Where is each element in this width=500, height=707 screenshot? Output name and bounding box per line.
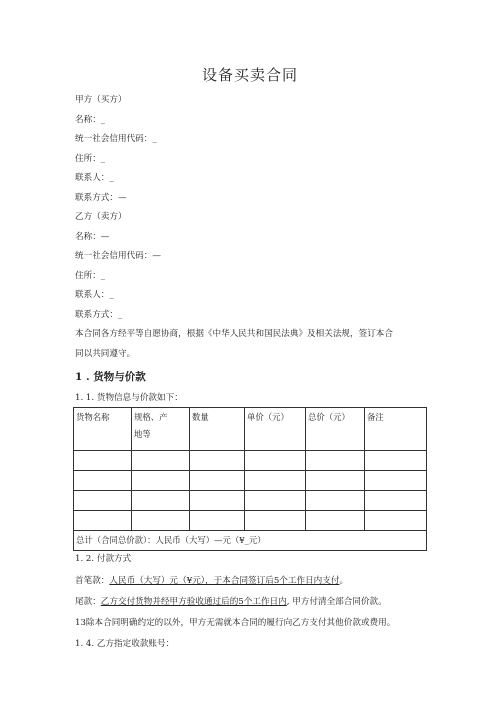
section-1-4-label: 1. 4. 乙方指定收款账号： <box>75 639 175 649</box>
party-b-contact: 联系人：_ <box>75 290 114 300</box>
intro-line-1: 本合同各方经平等自愿协商，根据《中华人民共和国民法典》及相关法规，签订本合 <box>75 329 393 339</box>
final-payment-prefix: 尾款： <box>75 597 101 607</box>
table-cell <box>245 471 306 491</box>
party-b-phone: 联系方式：_ <box>75 310 123 320</box>
final-payment-terms: 乙方交付货物并经甲方验收通过后的5个工作日内 <box>100 597 287 607</box>
party-b-heading: 乙方（卖方） <box>75 212 127 222</box>
party-a-credit-code: 统一社会信用代码：_ <box>75 134 157 144</box>
table-cell <box>132 471 190 491</box>
table-header-cell: 总价（元） <box>306 408 365 451</box>
table-cell <box>365 451 427 471</box>
table-cell <box>74 451 132 471</box>
table-header-cell: 规格、产 地等 <box>132 408 190 451</box>
table-cell <box>245 451 306 471</box>
table-total-cell: 总计（合同总价款）：人民币（大写）—元（¥_元） <box>74 531 427 551</box>
document-title: 设备买卖合同 <box>201 66 298 84</box>
table-cell <box>74 491 132 511</box>
table-cell <box>74 511 132 531</box>
first-payment-terms: 人民币（大写）元（¥元），于本合同签订后5个工作日内支付 <box>109 576 340 586</box>
table-cell <box>132 491 190 511</box>
table-cell <box>190 491 245 511</box>
section-1-1-label: 1. 1. 货物信息与价款如下： <box>75 393 183 403</box>
table-cell <box>190 451 245 471</box>
party-a-phone: 联系方式：— <box>75 193 127 203</box>
party-a-heading: 甲方（买方） <box>75 95 127 105</box>
table-cell <box>245 491 306 511</box>
table-cell <box>190 471 245 491</box>
party-b-credit-code: 统一社会信用代码：— <box>75 251 161 261</box>
table-cell <box>132 451 190 471</box>
table-cell <box>365 511 427 531</box>
table-header-cell: 数量 <box>190 408 245 451</box>
table-cell <box>306 471 365 491</box>
table-row <box>74 471 427 491</box>
section-1-2-label: 1. 2. 付款方式 <box>75 554 132 564</box>
first-payment-prefix: 首笔款： <box>75 576 110 586</box>
party-a-contact: 联系人：_ <box>75 173 114 183</box>
final-payment-line <box>75 595 387 607</box>
party-b-address: 住所：_ <box>75 271 106 281</box>
table-cell <box>245 511 306 531</box>
section-1-heading: 1 . 货物与价款 <box>75 371 146 383</box>
table-cell <box>306 451 365 471</box>
table-row <box>74 491 427 511</box>
table-row <box>74 511 427 531</box>
goods-table <box>73 407 427 551</box>
table-cell <box>365 491 427 511</box>
table-cell <box>306 491 365 511</box>
first-payment-suffix: 。 <box>339 576 349 586</box>
table-header-cell: 单价（元） <box>245 408 306 451</box>
table-header-cell: 备注 <box>365 408 427 451</box>
table-cell <box>74 471 132 491</box>
intro-line-2: 同以共同遵守。 <box>75 349 136 359</box>
table-cell <box>306 511 365 531</box>
table-cell <box>365 471 427 491</box>
table-cell <box>190 511 245 531</box>
clause-1-3: 13除本合同明确约定的以外，甲方无需就本合同的履行向乙方支付其他价款或费用。 <box>75 618 396 628</box>
final-payment-suffix: , 甲方付清全部合同价款。 <box>286 597 387 607</box>
party-b-name: 名称：— <box>75 232 110 242</box>
table-header-row <box>74 408 427 451</box>
first-payment-line <box>75 574 348 586</box>
party-a-address: 住所：_ <box>75 154 106 164</box>
table-row <box>74 451 427 471</box>
table-cell <box>132 511 190 531</box>
table-total-row <box>74 531 427 551</box>
table-header-cell: 货物名称 <box>74 408 132 451</box>
party-a-name: 名称：_ <box>75 115 106 125</box>
